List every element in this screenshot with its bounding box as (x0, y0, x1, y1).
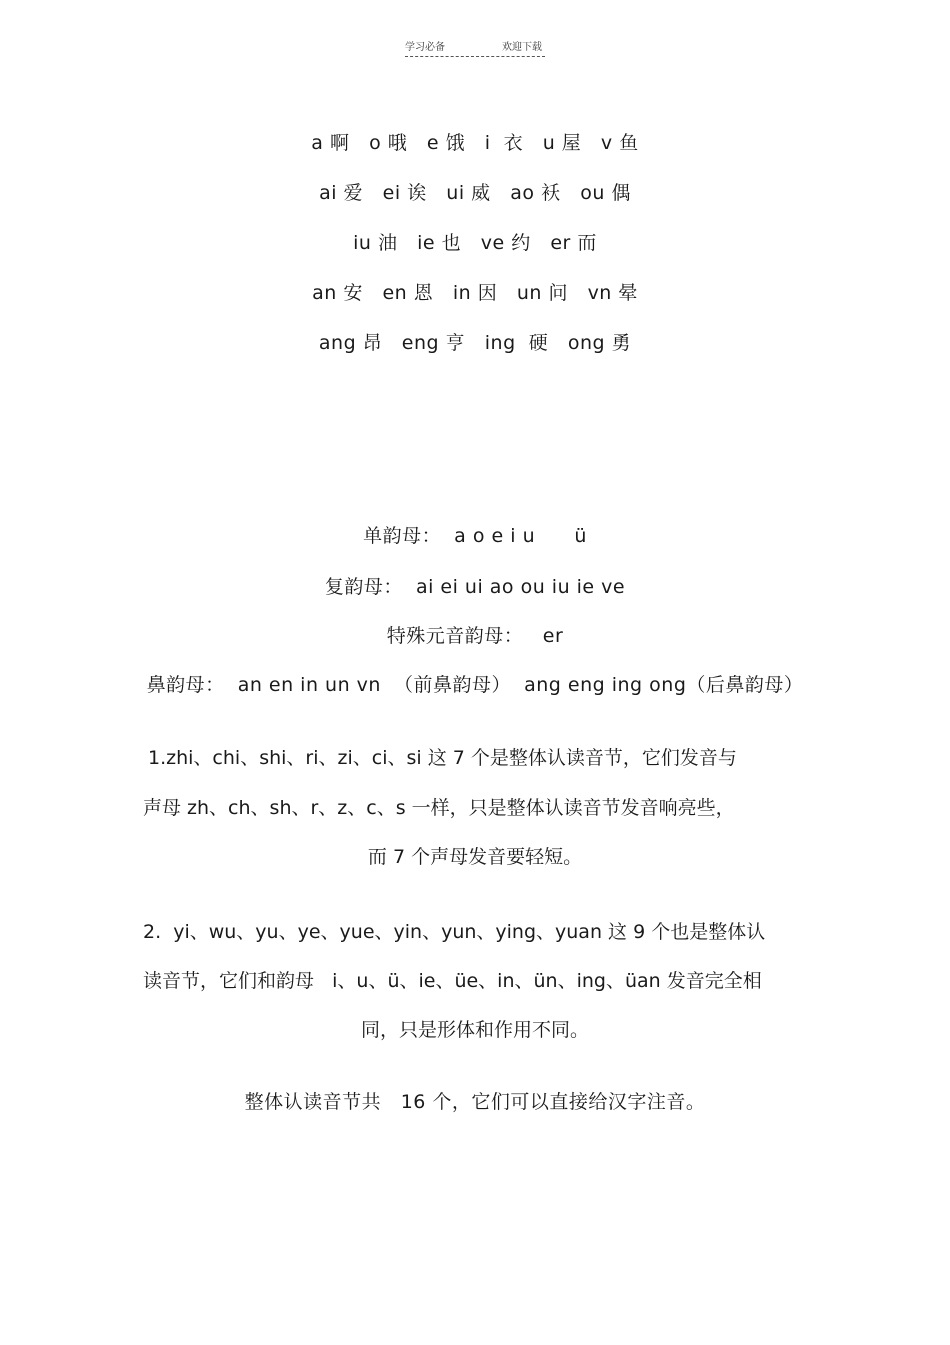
category-simple-finals: 单韵母： a o e i u ü (363, 525, 587, 547)
category-compound-finals: 复韵母： ai ei ui ao ou iu ie ve (324, 576, 626, 598)
note-1-line-2: 声母 zh、ch、sh、r、z、c、s 一样，只是整体认读音节发音响亮些， (143, 797, 735, 819)
note-2-line-3: 同，只是形体和作用不同。 (360, 1019, 589, 1041)
summary-text: 整体认读音节共 16 个，它们可以直接给汉字注音。 (244, 1091, 706, 1113)
category-nasal-finals: 鼻韵母： an en in un vn （前鼻韵母） ang eng ing ong（后鼻韵母） (146, 674, 804, 696)
vowel-row-4: an 安 en 恩 in 因 un 问 vn 晕 (312, 282, 638, 304)
note-1-line-3: 而 7 个声母发音要轻短。 (367, 846, 583, 868)
vowel-row-2: ai 爱 ei 诶 ui 威 ao 袄 ou 偶 (319, 182, 631, 204)
page-header (405, 38, 545, 57)
note-1 (140, 746, 810, 876)
category-special-final: 特殊元音韵母： er (386, 625, 564, 647)
vowel-row-3: iu 油 ie 也 ve 约 er 而 (353, 232, 597, 254)
note-2 (140, 920, 810, 1050)
vowel-row-5: ang 昂 eng 亨 ing 硬 ong 勇 (318, 332, 632, 354)
header-left-text: 学习必备 (405, 42, 445, 53)
note-2-line-2: 读音节，它们和韵母 i、u、ü、ie、üe、in、ün、ing、üan 发音完全相 (143, 970, 762, 992)
vowel-row-1: a 啊 o 哦 e 饿 i 衣 u 屋 v 鱼 (311, 132, 639, 154)
header-right-text: 欢迎下载 (502, 42, 542, 53)
note-2-line-1: 2. yi、wu、yu、ye、yue、yin、yun、ying、yuan 这 9 个也是整体认 (143, 921, 766, 943)
note-1-line-1: 1.zhi、chi、shi、ri、zi、ci、si 这 7 个是整体认读音节，它们发音与 (148, 747, 737, 769)
